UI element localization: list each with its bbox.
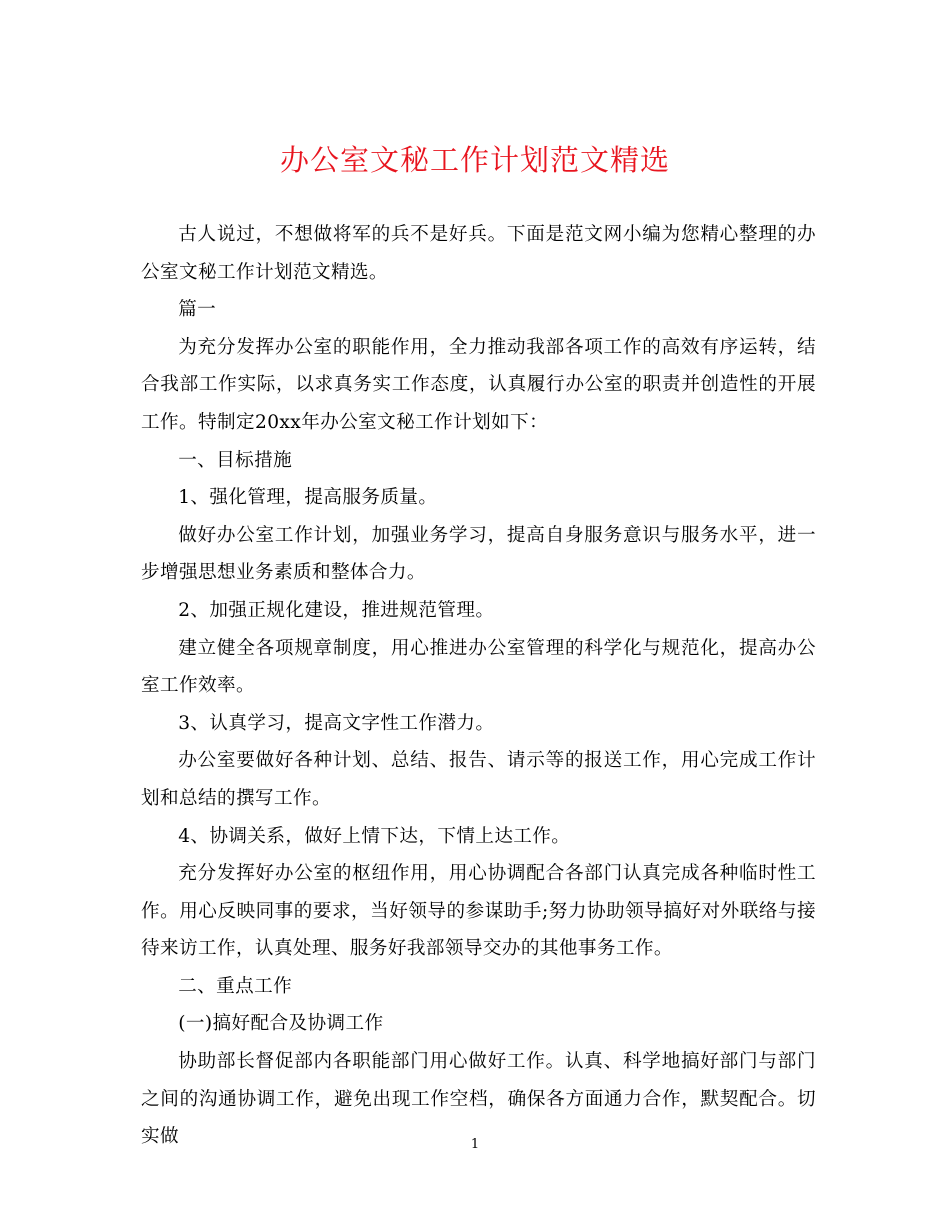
section-heading: 一、目标措施 (178, 449, 293, 471)
paragraph: 建立健全各项规章制度，用心推进办公室管理的科学化与规范化，提高办公室工作效率。 (141, 637, 816, 697)
section-heading: 二、重点工作 (178, 975, 293, 997)
list-heading: 4、协调关系，做好上情下达，下情上达工作。 (178, 825, 571, 847)
paragraph: 为充分发挥办公室的职能作用，全力推动我部各项工作的高效有序运转，结合我部工作实际，以求真务实工作态度，认真履行办公室的职责并创造性的开展工作。特制定20xx年办公室文秘工作计划如下： (141, 336, 816, 433)
document-title: 办公室文秘工作计划范文精选 (279, 143, 670, 177)
list-heading: 3、认真学习，提高文字性工作潜力。 (178, 712, 495, 734)
list-heading: 1、强化管理，提高服务质量。 (178, 487, 438, 509)
paragraph: 做好办公室工作计划，加强业务学习，提高自身服务意识与服务水平，进一步增强思想业务素质和整体合力。 (141, 524, 816, 584)
paragraph: 办公室要做好各种计划、总结、报告、请示等的报送工作，用心完成工作计划和总结的撰写工作。 (141, 750, 816, 809)
page-number: 1 (470, 1137, 480, 1152)
document-body (141, 216, 816, 1156)
subsection-heading: (一)搞好配合及协调工作 (178, 1013, 384, 1035)
paragraph: 篇一 (178, 299, 217, 321)
paragraph: 协助部长督促部内各职能部门用心做好工作。认真、科学地搞好部门与部门之间的沟通协调工作，避免出现工作空档，确保各方面通力合作，默契配合。切实做 (141, 1051, 816, 1148)
paragraph: 古人说过，不想做将军的兵不是好兵。下面是范文网小编为您精心整理的办公室文秘工作计划范文精选。 (141, 224, 816, 283)
paragraph: 充分发挥好办公室的枢纽作用，用心协调配合各部门认真完成各种临时性工作。用心反映同事的要求，当好领导的参谋助手;努力协助领导搞好对外联络与接待来访工作，认真处理、服务好我部领导交办的其他事务工作。 (141, 863, 816, 960)
list-heading: 2、加强正规化建设，推进规范管理。 (178, 599, 495, 621)
